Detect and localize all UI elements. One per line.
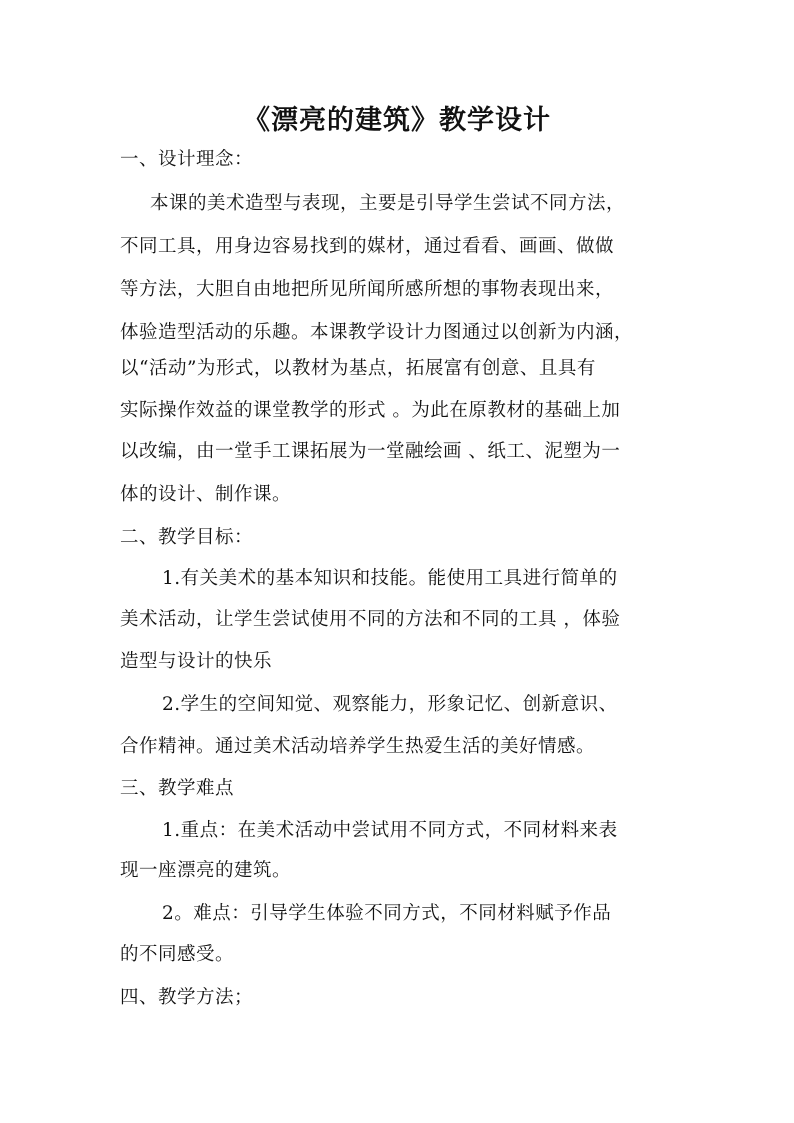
difficulty-item-line: 1.重点：在美术活动中尝试用不同方式，不同材料来表 (162, 820, 618, 841)
difficulty-item-line: 现一座漂亮的建筑。 (120, 860, 292, 881)
paragraph-line: 等方法，大胆自由地把所见所闻所感所想的事物表现出来， (120, 279, 615, 300)
paragraph-line: 以“活动”为形式，以教材为基点，拓展富有创意、且具有 (120, 358, 596, 379)
difficulty-item-line: 2。难点：引导学生体验不同方式，不同材料赋予作品 (162, 903, 612, 924)
paragraph-line: 体验造型活动的乐趣。本课教学设计力图通过以创新为内涵， (120, 322, 634, 343)
section-heading-design-concept: 一、设计理念： (120, 149, 254, 170)
paragraph-line: 体的设计、制作课。 (120, 484, 292, 505)
document-title: 《漂亮的建筑》教学设计 (243, 105, 551, 136)
section-heading-teaching-methods: 四、教学方法； (120, 987, 254, 1008)
goal-item-line: 1.有关美术的基本知识和技能。能使用工具进行简单的 (162, 568, 618, 589)
goal-item-line: 合作精神。通过美术活动培养学生热爱生活的美好情感。 (120, 736, 596, 757)
goal-item-line: 美术活动，让学生尝试使用不同的方法和不同的工具 ，体验 (120, 609, 621, 630)
paragraph-line: 实际操作效益的课堂教学的形式 。为此在原教材的基础上加 (120, 400, 621, 421)
difficulty-item-line: 的不同感受。 (120, 944, 235, 965)
goal-item-line: 造型与设计的快乐 (120, 651, 273, 672)
goal-item-line: 2.学生的空间知觉、观察能力，形象记忆、创新意识、 (162, 694, 618, 715)
section-heading-teaching-difficulties: 三、教学难点 (120, 778, 235, 799)
paragraph-line: 不同工具，用身边容易找到的媒材，通过看看、画画、做做 (120, 236, 615, 257)
section-heading-teaching-goals: 二、教学目标： (120, 527, 254, 548)
paragraph-line: 以改编，由一堂手工课拓展为一堂融绘画 、纸工、泥塑为一 (120, 441, 621, 462)
paragraph-line: 本课的美术造型与表现，主要是引导学生尝试不同方法， (150, 193, 626, 214)
